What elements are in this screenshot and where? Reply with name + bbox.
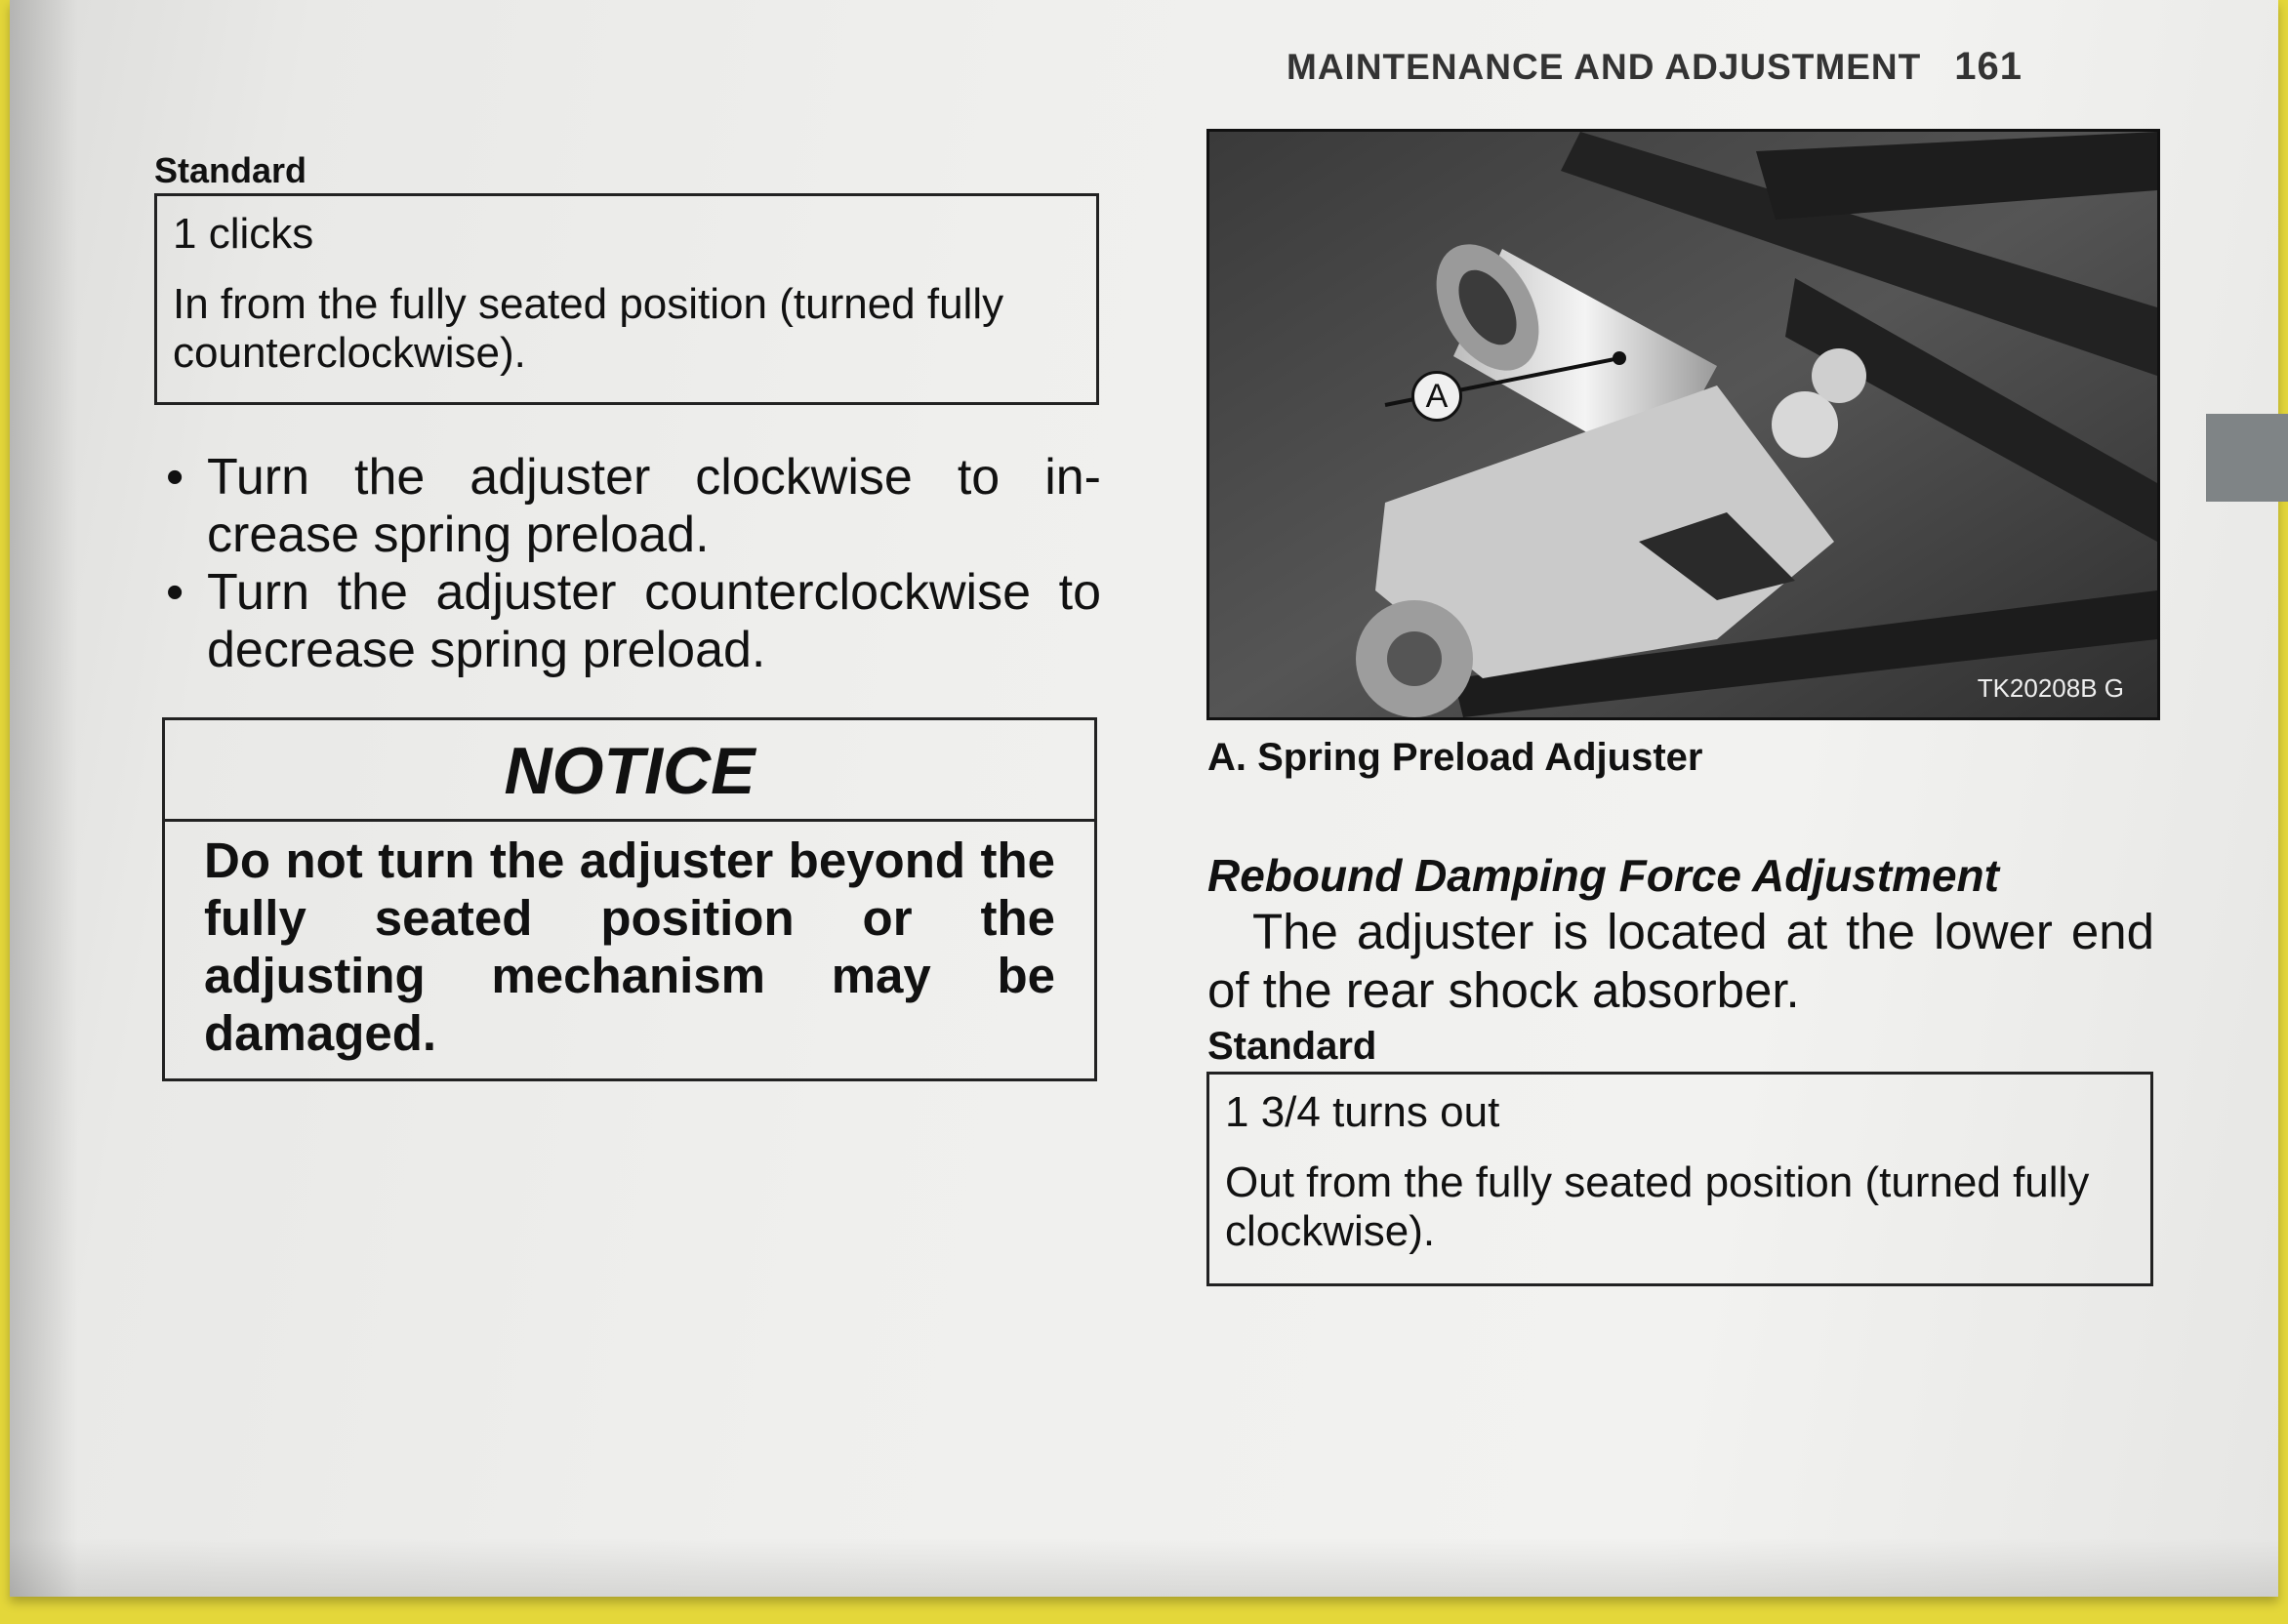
spec-note: In from the fully seated position (turned fully counterclockwise). [173, 280, 1004, 377]
manual-page [10, 0, 2278, 1597]
spec-box-preload [154, 193, 1099, 405]
photo-illustration [1209, 132, 2157, 717]
thumb-index-tab [2206, 414, 2288, 502]
notice-title: NOTICE [165, 720, 1094, 822]
bullet-list [166, 449, 1101, 679]
figure-caption: A. Spring Preload Adjuster [1207, 736, 1703, 779]
page-number: 161 [1954, 45, 2022, 88]
standard-label: Standard [154, 150, 307, 190]
bullet-icon: • [166, 449, 184, 506]
spec-value: 1 3/4 turns out [1225, 1088, 1500, 1136]
spec-note: Out from the fully seated position (turned fully clockwise). [1225, 1158, 2090, 1255]
notice-body: Do not turn the adjuster beyond the fully seated position or the adjusting mechanism may be damaged. [204, 832, 1055, 1061]
list-item: • Turn the adjuster counterclockwise to decrease spring preload. [166, 564, 1101, 678]
notice-box [162, 717, 1097, 1081]
standard-label-rebound: Standard [1207, 1025, 1377, 1068]
shock-absorber-photo [1206, 129, 2160, 720]
bullet-icon: • [166, 564, 184, 621]
figure-code: TK20208B G [1977, 673, 2124, 703]
callout-label: A [1411, 371, 1462, 422]
list-item: • Turn the adjuster clockwise to in- crease spring preload. [166, 449, 1101, 563]
paragraph: The adjuster is located at the lower end of the rear shock absorber. [1207, 904, 2154, 1018]
spec-value: 1 clicks [173, 210, 314, 258]
spec-box-rebound [1206, 1072, 2153, 1286]
page-header [1287, 45, 2165, 89]
section-title: Rebound Damping Force Adjustment [1207, 850, 1999, 901]
header-title: MAINTENANCE AND ADJUSTMENT [1287, 47, 1922, 87]
